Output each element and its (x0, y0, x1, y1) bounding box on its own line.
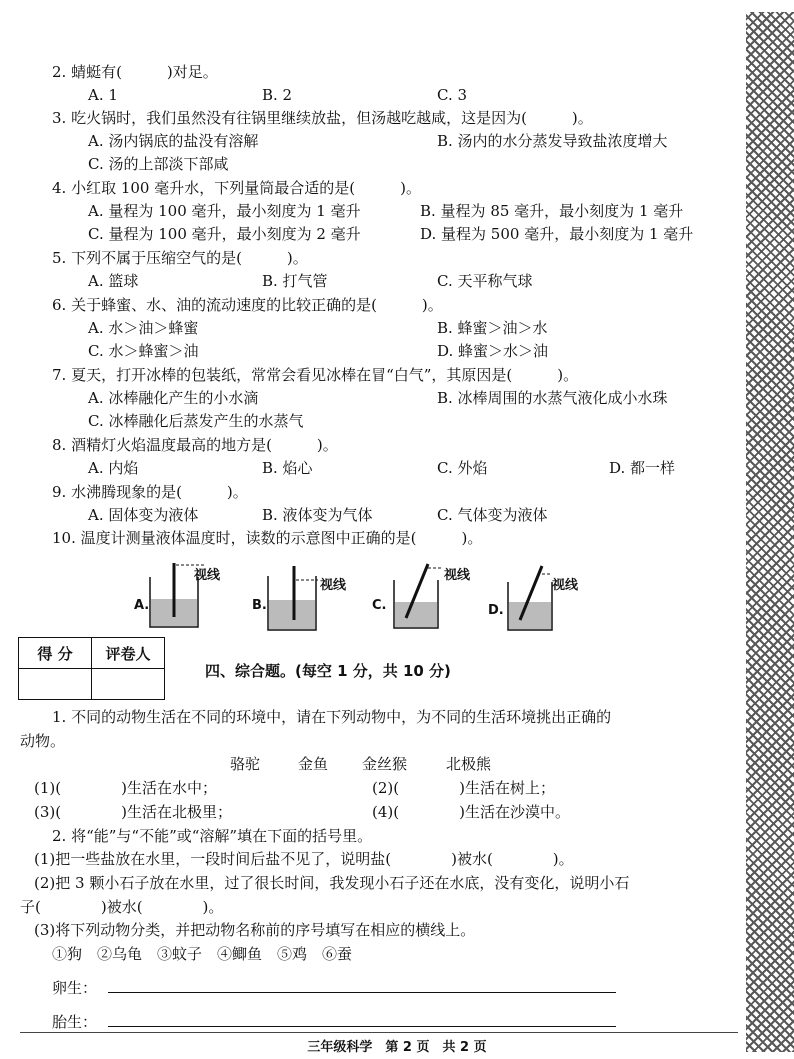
oviparous-answer-line[interactable] (108, 992, 616, 993)
s2-part-2-line2[interactable]: 子( )被水( )。 (20, 898, 224, 916)
q4-option-b: B. 量程为 85 毫升，最小刻度为 1 毫升 (420, 202, 684, 220)
q10-label-d: D. (488, 603, 504, 618)
q10-sight-c: 视线 (444, 568, 471, 583)
q6-option-a: A. 水＞油＞蜂蜜 (88, 319, 199, 337)
q4-option-c: C. 量程为 100 毫升，最小刻度为 2 毫升 (88, 225, 361, 243)
q3-stem: 3. 吃火锅时，我们虽然没有往锅里继续放盐，但汤越吃越咸，这是因为( )。 (52, 109, 593, 127)
q5-option-a: A. 篮球 (88, 272, 139, 290)
grader-cell[interactable] (92, 669, 165, 700)
q5-stem: 5. 下列不属于压缩空气的是( )。 (52, 249, 308, 267)
q9-option-b: B. 液体变为气体 (262, 506, 373, 524)
q10-beaker-d-diagram (506, 560, 616, 635)
decorative-border (746, 12, 794, 1052)
q3-option-c: C. 汤的上部淡下部咸 (88, 155, 229, 173)
q10-beaker-b-diagram (266, 560, 376, 635)
q10-sight-d: 视线 (552, 578, 579, 593)
s1-blank-3[interactable]: (3)( )生活在北极里； (34, 803, 232, 821)
q4-option-a: A. 量程为 100 毫升，最小刻度为 1 毫升 (88, 202, 361, 220)
q10-label-c: C. (372, 598, 387, 613)
q10-stem: 10. 温度计测量液体温度时，读数的示意图中正确的是( )。 (52, 529, 483, 547)
q6-stem: 6. 关于蜂蜜、水、油的流动速度的比较正确的是( )。 (52, 296, 443, 314)
s1-stem-line2: 动物。 (20, 732, 66, 750)
grader-header: 评卷人 (92, 638, 165, 669)
s2-animal-list: ①狗 ②乌龟 ③蚊子 ④鲫鱼 ⑤鸡 ⑥蚕 (52, 945, 353, 963)
animal-goldfish: 金鱼 (298, 755, 329, 773)
q9-option-a: A. 固体变为液体 (88, 506, 199, 524)
q3-option-b: B. 汤内的水分蒸发导致盐浓度增大 (437, 132, 668, 150)
q6-option-b: B. 蜂蜜＞油＞水 (437, 319, 548, 337)
viviparous-label: 胎生： (52, 1013, 98, 1031)
q6-option-d: D. 蜂蜜＞水＞油 (437, 342, 549, 360)
q7-option-a: A. 冰棒融化产生的小水滴 (88, 389, 259, 407)
score-table (18, 637, 165, 700)
q8-option-b: B. 焰心 (262, 459, 313, 477)
s1-blank-1[interactable]: (1)( )生活在水中； (34, 779, 217, 797)
q7-option-b: B. 冰棒周围的水蒸气液化成小水珠 (437, 389, 668, 407)
q9-stem: 9. 水沸腾现象的是( )。 (52, 483, 248, 501)
q4-stem: 4. 小红取 100 毫升水，下列量筒最合适的是( )。 (52, 179, 421, 197)
q10-label-b: B. (252, 598, 267, 613)
q10-sight-b: 视线 (320, 578, 347, 593)
q2-stem: 2. 蜻蜓有( )对足。 (52, 63, 218, 81)
q2-option-b: B. 2 (262, 86, 293, 104)
q8-option-d: D. 都一样 (609, 459, 676, 477)
q9-option-c: C. 气体变为液体 (437, 506, 548, 524)
s2-part-2-line1: (2)把 3 颗小石子放在水里，过了很长时间，我发现小石子还在水底，没有变化，说明小石 (34, 874, 630, 892)
page-footer: 三年级科学 第 2 页 共 2 页 (307, 1040, 487, 1055)
q2-option-c: C. 3 (437, 86, 468, 104)
q5-option-c: C. 天平称气球 (437, 272, 533, 290)
q8-option-c: C. 外焰 (437, 459, 488, 477)
q7-stem: 7. 夏天，打开冰棒的包装纸，常常会看见冰棒在冒“白气”，其原因是( )。 (52, 366, 579, 384)
s2-stem: 2. 将“能”与“不能”或“溶解”填在下面的括号里。 (52, 827, 373, 845)
q5-option-b: B. 打气管 (262, 272, 328, 290)
q7-option-c: C. 冰棒融化后蒸发产生的水蒸气 (88, 412, 304, 430)
footer-divider (20, 1032, 738, 1033)
s1-stem-line1: 1. 不同的动物生活在不同的环境中，请在下列动物中，为不同的生活环境挑出正确的 (52, 708, 612, 726)
section-4-title: 四、综合题。(每空 1 分，共 10 分) (205, 662, 451, 680)
animal-camel: 骆驼 (230, 755, 261, 773)
score-cell[interactable] (19, 669, 92, 700)
q2-option-a: A. 1 (88, 86, 118, 104)
viviparous-answer-line[interactable] (108, 1026, 616, 1027)
q8-option-a: A. 内焰 (88, 459, 139, 477)
score-header: 得 分 (19, 638, 92, 669)
animal-polar-bear: 北极熊 (446, 755, 492, 773)
s2-part-3: (3)将下列动物分类，并把动物名称前的序号填写在相应的横线上。 (34, 921, 476, 939)
s1-blank-4[interactable]: (4)( )生活在沙漠中。 (372, 803, 570, 821)
q6-option-c: C. 水＞蜂蜜＞油 (88, 342, 199, 360)
q10-sight-a: 视线 (194, 568, 221, 583)
s1-blank-2[interactable]: (2)( )生活在树上； (372, 779, 555, 797)
animal-golden-monkey: 金丝猴 (362, 755, 408, 773)
q3-option-a: A. 汤内锅底的盐没有溶解 (88, 132, 259, 150)
q4-option-d: D. 量程为 500 毫升，最小刻度为 1 毫升 (420, 225, 694, 243)
s2-part-1[interactable]: (1)把一些盐放在水里，一段时间后盐不见了，说明盐( )被水( )。 (34, 850, 574, 868)
q8-stem: 8. 酒精灯火焰温度最高的地方是( )。 (52, 436, 338, 454)
q10-label-a: A. (134, 598, 150, 613)
oviparous-label: 卵生： (52, 979, 98, 997)
